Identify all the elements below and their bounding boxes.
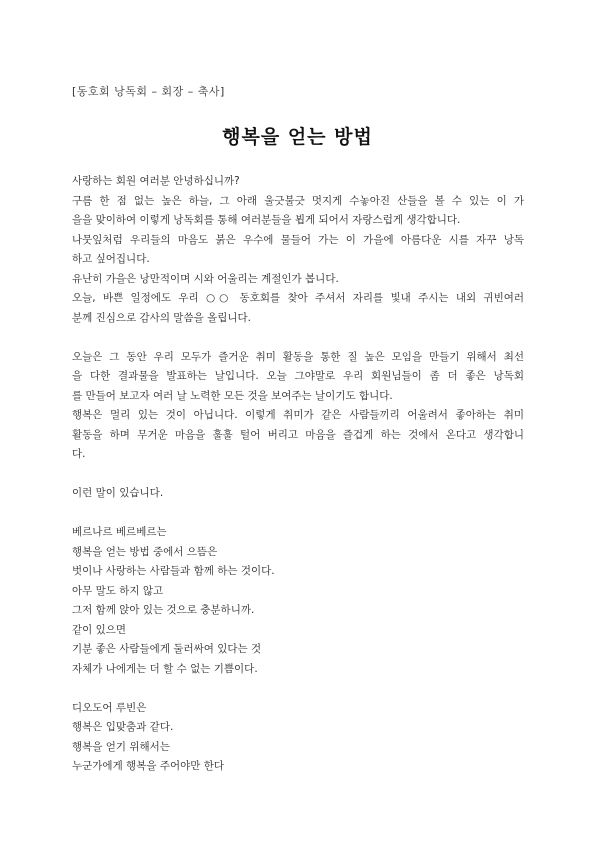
paragraph-spacer xyxy=(72,679,524,699)
text-line: 아무 말도 하지 않고 xyxy=(72,584,164,597)
text-line: 를 만들어 보고자 여러 날 노력한 모든 것을 보여주는 날이기도 합니다. xyxy=(72,389,393,402)
text-line: 베르나르 베르베르는 xyxy=(72,526,167,538)
text-line: 다. xyxy=(72,448,86,460)
text-line: 분께 진심으로 감사의 말씀을 올립니다. xyxy=(72,311,251,324)
document-category-tag: [동호회 낭독회 – 회장 – 축사] xyxy=(72,85,225,98)
text-line: 그저 함께 앉아 있는 것으로 충분하니까. xyxy=(72,604,255,616)
text-line: 하고 싶어집니다. xyxy=(72,253,150,265)
paragraph xyxy=(72,523,524,679)
paragraph-spacer xyxy=(72,504,524,524)
text-line: 을 다한 결과물을 발표하는 날입니다. 오늘 그야말로 우리 회원님들이 좀 더 좋은 낭독회 xyxy=(72,370,524,382)
text-line: 나뭇잎처럼 우리들의 마음도 붉은 우수에 물들어 가는 이 가을에 아름다운 시를 자꾸 낭독 xyxy=(72,233,524,246)
text-line: 같이 있으면 xyxy=(72,623,127,636)
text-line: 사랑하는 회원 여러분 안녕하십니까? xyxy=(72,175,240,187)
text-line: 자체가 나에게는 더 할 수 없는 기쁨이다. xyxy=(72,662,258,675)
text-line: 을을 맞이하여 이렇게 낭독회를 통해 여러분들을 뵙게 되어서 자랑스럽게 생각합니다. xyxy=(72,214,461,226)
paragraph xyxy=(72,484,524,504)
text-line: 오늘은 그 동안 우리 모두가 즐거운 취미 활동을 통한 질 높은 모임을 만들기 위해서 최선 xyxy=(72,350,524,363)
text-line: 디오도어 루빈은 xyxy=(72,701,147,714)
text-line: 구름 한 점 없는 높은 하늘, 그 아래 울긋불긋 멋지게 수놓아진 산들을 볼 수 있는 이 가 xyxy=(72,194,524,207)
text-line: 행복은 입맞춤과 같다. xyxy=(72,721,174,733)
document-title: 행복을 얻는 방법 xyxy=(222,126,373,148)
text-line: 행복을 얻는 방법 중에서 으뜸은 xyxy=(72,545,218,558)
text-line: 유난히 가을은 낭만적이며 시와 어울리는 계절인가 봅니다. xyxy=(72,272,339,285)
paragraph-spacer xyxy=(72,328,524,348)
text-line: 이런 말이 있습니다. xyxy=(72,487,164,499)
text-line: 행복은 멀리 있는 것이 아닙니다. 이렇게 취미가 같은 사람들끼리 어울려서 좋아하는 취미 xyxy=(72,409,524,421)
paragraph xyxy=(72,172,524,328)
paragraph-spacer xyxy=(72,465,524,485)
text-line: 행복을 얻기 위해서는 xyxy=(72,740,170,753)
text-line: 기분 좋은 사람들에게 둘러싸여 있다는 것 xyxy=(72,643,262,655)
text-line: 활동을 하며 무거운 마음을 훌훌 털어 버리고 마음을 즐겁게 하는 것에서 온다고 생각합니 xyxy=(72,428,524,441)
text-line: 누군가에게 행복을 주어야만 한다 xyxy=(72,760,225,772)
document-body xyxy=(72,172,524,777)
text-line: 벗이나 사랑하는 사람들과 함께 하는 것이다. xyxy=(72,565,275,577)
paragraph xyxy=(72,348,524,465)
paragraph xyxy=(72,699,524,777)
text-line: 오늘, 바쁜 일정에도 우리 ○○ 동호회를 찾아 주셔서 자리를 빛내 주시는 내외 귀빈여러 xyxy=(72,292,524,304)
